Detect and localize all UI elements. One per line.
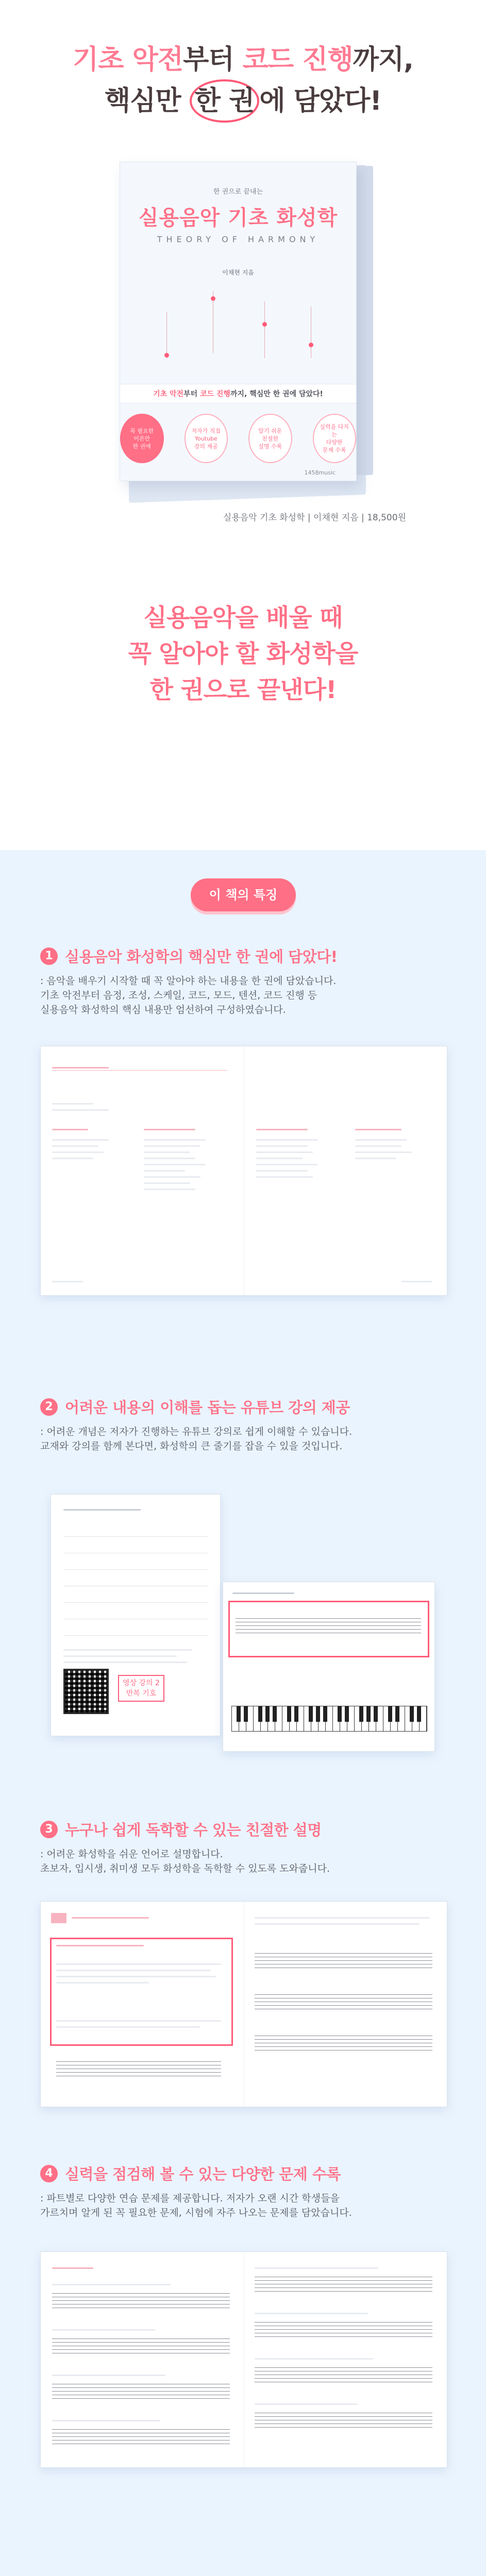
preview-table-row xyxy=(63,1520,208,1537)
preview-line xyxy=(256,1129,308,1130)
preview-line xyxy=(256,1170,308,1172)
preview-table-row xyxy=(63,1603,208,1619)
cover-dot xyxy=(262,322,267,327)
black-key xyxy=(287,1706,291,1722)
band-text: 까지, 핵심만 한 권에 담았다! xyxy=(230,390,323,398)
highlight-box xyxy=(50,1938,233,2046)
preview-line xyxy=(56,2020,221,2022)
preview-line xyxy=(144,1151,190,1153)
preview-line xyxy=(144,1182,190,1184)
cover-line xyxy=(166,312,167,358)
feature-description: : 음악을 배우기 시작할 때 꼭 알아야 하는 내용을 한 권에 담았습니다. 기초 악전부터 음정, 조성, 스케일, 코드, 모드, 텐션, 코드 진행 등 실용음악 화성학의 핵심 내용만 엄선하여 구성하였습니다. xyxy=(40,975,337,1015)
feature-3 xyxy=(40,1819,447,1876)
hero-text: 까지, xyxy=(353,44,413,75)
cover-dot xyxy=(211,296,215,301)
headline-line: 꼭 알아야 할 화성학을 xyxy=(128,640,358,668)
features-panel xyxy=(0,850,486,2576)
book-badge: 저자가 직접 Youtube 강의 제공 xyxy=(185,414,228,463)
music-staff xyxy=(52,2338,230,2357)
headline-line: 한 권으로 끝낸다! xyxy=(149,676,337,704)
feature-number-badge: 3 xyxy=(40,1821,58,1838)
preview-line xyxy=(256,1139,318,1141)
preview-line xyxy=(63,1649,192,1651)
feature-title: 어려운 내용의 이해를 돕는 유튜브 강의 제공 xyxy=(65,1399,350,1416)
preview-footer-line xyxy=(401,1281,432,1282)
preview-line xyxy=(52,1109,109,1111)
preview-line xyxy=(52,1151,104,1153)
book-badge: 꼭 필요한 이론만 한 권에 xyxy=(120,414,164,463)
preview-line xyxy=(255,1917,430,1919)
feature-description: : 파트별로 다양한 연습 문제를 제공합니다. 저자가 오랜 시간 학생들을 가르치며 알게 된 꼭 필요한 문제, 시험에 자주 나오는 문제를 담았습니다. xyxy=(40,2193,352,2218)
book-subtitle: THEORY OF HARMONY xyxy=(157,234,320,244)
preview-line xyxy=(52,2284,171,2285)
preview-line xyxy=(56,1976,216,1977)
lesson-page-preview xyxy=(51,1494,221,1736)
music-staff xyxy=(236,1618,421,1636)
black-key xyxy=(265,1706,270,1722)
music-staff xyxy=(52,2429,230,2447)
preview-line xyxy=(255,2358,373,2360)
preview-line xyxy=(355,1139,407,1141)
preview-line xyxy=(52,1129,88,1130)
preview-line xyxy=(63,1655,177,1657)
preview-line xyxy=(256,1151,313,1153)
book-small-title: 한 권으로 끝내는 xyxy=(213,188,263,196)
preview-line xyxy=(56,1982,149,1984)
preview-line xyxy=(144,1145,200,1147)
preview-line xyxy=(355,1129,401,1130)
black-key xyxy=(244,1706,248,1722)
black-key xyxy=(338,1706,342,1722)
feature-description: : 어려운 화성학을 쉬운 언어로 설명합니다. 초보자, 입시생, 취미생 모두 화성학을 독학할 수 있도록 도와줍니다. xyxy=(40,1849,330,1874)
music-staff xyxy=(255,1994,432,2012)
book-publisher-logo: 1458music xyxy=(304,469,336,476)
black-key xyxy=(323,1706,327,1722)
explanation-page-preview xyxy=(40,1901,447,2107)
cover-dot xyxy=(164,353,169,358)
music-staff xyxy=(255,1953,432,1971)
features-pill-title: 이 책의 특징 xyxy=(191,878,296,911)
feature-title: 실용음악 화성학의 핵심만 한 권에 담았다! xyxy=(65,948,338,965)
hero-text: 기초 악전 xyxy=(73,44,183,75)
sheet-music-preview xyxy=(223,1582,435,1752)
preview-line xyxy=(355,1145,401,1147)
feature-number-badge: 1 xyxy=(40,947,58,965)
hero-text: 코드 진행 xyxy=(242,44,353,75)
book-front-cover xyxy=(120,162,357,481)
preview-line xyxy=(56,1945,144,1946)
preview-line xyxy=(256,1158,303,1159)
preview-table-row xyxy=(63,1553,208,1570)
headline-line: 실용음악을 배울 때 xyxy=(143,604,343,632)
cover-graphic xyxy=(156,291,321,363)
feature-number-badge: 4 xyxy=(40,2165,58,2182)
feature-2 xyxy=(40,1396,447,1453)
preview-line xyxy=(256,1164,318,1165)
preview-line xyxy=(52,2375,165,2376)
feature-header xyxy=(40,945,447,967)
hero-heading xyxy=(0,0,486,123)
preview-line xyxy=(52,1145,98,1147)
table-of-contents-preview xyxy=(40,1046,447,1296)
main-headline xyxy=(0,600,486,708)
exercise-page-preview xyxy=(40,2251,447,2468)
preview-line xyxy=(144,1129,195,1130)
black-key xyxy=(258,1706,262,1722)
preview-line xyxy=(144,1139,206,1141)
feature-header xyxy=(40,2163,447,2184)
band-text: 코드 진행 xyxy=(199,390,230,398)
music-staff xyxy=(255,2277,432,2295)
black-key xyxy=(309,1706,313,1722)
preview-line xyxy=(63,1509,141,1511)
feature-description: : 어려운 개념은 저자가 진행하는 유튜브 강의로 쉽게 이해할 수 있습니다. 교재와 강의를 함께 본다면, 화성학의 큰 줄기를 잡을 수 있을 것입니다. xyxy=(40,1426,353,1452)
feature-number-badge: 2 xyxy=(40,1398,58,1416)
book-tagline-band xyxy=(120,384,356,403)
music-staff xyxy=(52,2384,230,2402)
piano-keyboard xyxy=(231,1706,427,1732)
book-title: 실용음악 기초 화성학 xyxy=(138,206,338,230)
preview-heading-line xyxy=(52,2267,93,2269)
preview-line xyxy=(144,1176,200,1178)
feature-title: 누구나 쉽게 독학할 수 있는 친절한 설명 xyxy=(65,1821,322,1839)
preview-line xyxy=(52,1158,93,1159)
preview-line xyxy=(255,2267,378,2269)
hero-text: 부터 xyxy=(183,44,234,75)
preview-line xyxy=(232,1592,294,1594)
book-badges xyxy=(120,414,356,463)
preview-line xyxy=(144,1189,195,1190)
preview-line xyxy=(52,1103,93,1105)
black-key xyxy=(294,1706,298,1722)
preview-table-row xyxy=(63,1537,208,1553)
preview-chapter-number xyxy=(51,1913,66,1923)
hero-text: 핵심만 xyxy=(104,86,181,116)
black-key xyxy=(359,1706,363,1722)
preview-table-row xyxy=(63,1586,208,1603)
preview-line xyxy=(56,1963,221,1965)
video-lecture-label: 영상 강의 2 반복 기호 xyxy=(118,1675,164,1702)
cover-line xyxy=(264,301,265,358)
feature-4 xyxy=(40,2163,447,2220)
preview-line xyxy=(355,1158,396,1159)
preview-footer-line xyxy=(52,1281,83,1282)
book-badge: 알기 쉬운 친절한 설명 수록 xyxy=(248,414,292,463)
preview-line xyxy=(56,2026,200,2028)
preview-line xyxy=(144,1164,206,1165)
band-text: 부터 xyxy=(183,390,198,398)
cover-dot xyxy=(309,343,313,347)
black-key xyxy=(417,1706,421,1722)
preview-line xyxy=(255,2313,368,2314)
book-badge: 실력을 다지는 다양한 문제 수록 xyxy=(313,414,357,463)
preview-line xyxy=(144,1158,195,1159)
preview-rule xyxy=(52,1070,227,1071)
black-key xyxy=(316,1706,320,1722)
preview-table-row xyxy=(63,1570,208,1586)
feature-header xyxy=(40,1396,447,1417)
preview-heading-line xyxy=(52,1067,109,1069)
book-cover-image xyxy=(0,141,486,507)
preview-line xyxy=(52,2420,160,2421)
black-key xyxy=(366,1706,371,1722)
black-key xyxy=(374,1706,378,1722)
preview-line xyxy=(256,1145,308,1147)
preview-heading-line xyxy=(72,1917,149,1919)
music-staff xyxy=(255,2367,432,2385)
feature-header xyxy=(40,1819,447,1840)
book-author: 이채현 지음 xyxy=(222,269,254,276)
book-spine xyxy=(356,166,373,475)
hero-text: 에 담았다! xyxy=(259,86,382,116)
black-key xyxy=(273,1706,277,1722)
preview-line xyxy=(355,1151,412,1153)
book-caption: 실용음악 기초 화성학 | 이채현 지음 | 18,500원 xyxy=(223,513,406,523)
preview-line xyxy=(144,1170,185,1172)
preview-line xyxy=(63,1662,187,1663)
band-text: 기초 악전 xyxy=(153,390,184,398)
hero-line-2 xyxy=(0,79,486,123)
preview-line xyxy=(255,1923,420,1925)
preview-line xyxy=(255,2403,358,2405)
black-key xyxy=(237,1706,241,1722)
preview-table-row xyxy=(63,1619,208,1636)
black-key xyxy=(410,1706,414,1722)
black-key xyxy=(345,1706,349,1722)
music-staff xyxy=(52,2293,230,2311)
preview-line xyxy=(52,2329,155,2331)
feature-1 xyxy=(40,945,447,1017)
music-staff xyxy=(255,2322,432,2340)
preview-line xyxy=(56,1970,211,1971)
preview-line xyxy=(256,1176,313,1178)
black-key xyxy=(395,1706,399,1722)
music-staff xyxy=(56,2061,221,2079)
music-staff xyxy=(255,2413,432,2431)
black-key xyxy=(388,1706,392,1722)
hero-line-1 xyxy=(0,40,486,79)
music-staff xyxy=(255,2036,432,2054)
hero-circled-text: 한 권 xyxy=(190,79,260,123)
youtube-qr-code[interactable] xyxy=(63,1669,109,1714)
preview-line xyxy=(52,1139,109,1141)
feature-title: 실력을 점검해 볼 수 있는 다양한 문제 수록 xyxy=(65,2165,341,2183)
